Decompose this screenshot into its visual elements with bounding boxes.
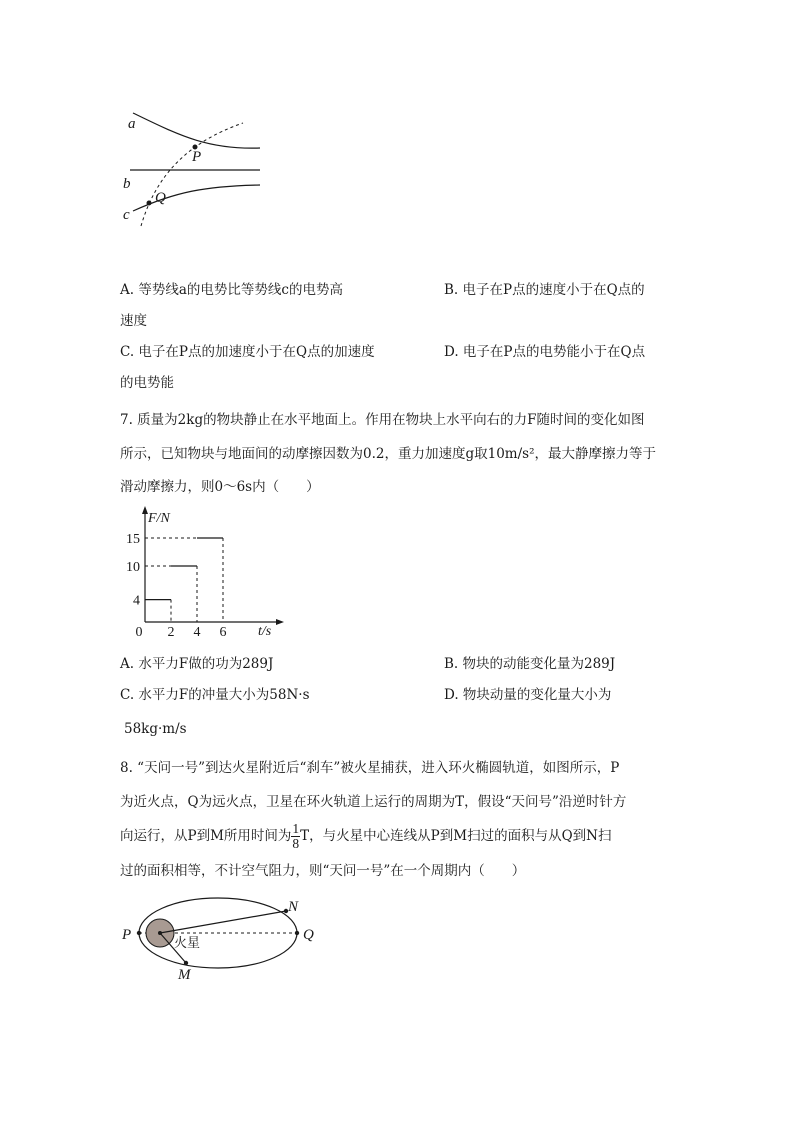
fraction-denominator: 8 — [292, 836, 300, 851]
q7-option-c: C. 水平力F的冲量大小为58N·s — [120, 687, 310, 703]
q7-stem-line1: 7. 质量为2kg的物块静止在水平地面上。作用在物块上水平向右的力F随时间的变化如图 — [120, 412, 645, 428]
q7-stem-line2: 所示，已知物块与地面间的动摩擦因数为0.2，重力加速度g取10m/s²，最大静摩擦力等于 — [120, 446, 656, 462]
q8-stem-line4: 过的面积相等，不计空气阻力，则“天问一号”在一个周期内（ ） — [120, 863, 526, 879]
q8-stem-line1: 8. “天问一号”到达火星附近后“刹车”被火星捕获，进入环火椭圆轨道，如图所示，P — [120, 760, 620, 776]
q7-option-d: D. 物块动量的变化量大小为 — [444, 687, 612, 703]
label-mars: 火星 — [174, 936, 201, 951]
fraction-numerator: 1 — [292, 821, 300, 836]
q6-option-d: D. 电子在P点的电势能小于在Q点 — [444, 344, 646, 360]
label-n-orbit: N — [288, 899, 299, 915]
orbit-figure — [118, 895, 328, 985]
label-q: Q — [155, 190, 166, 206]
fraction-one-eighth — [291, 822, 300, 851]
x-tick-label: 2 — [167, 625, 175, 640]
x-tick-label: 4 — [193, 625, 201, 640]
force-time-chart — [120, 502, 290, 642]
q7-option-a: A. 水平力F做的功为289J — [120, 656, 274, 672]
label-c: c — [123, 207, 130, 223]
q6-option-b-cont: 速度 — [120, 313, 147, 329]
line-to-n — [160, 911, 286, 933]
label-p: P — [192, 149, 202, 165]
x-axis-arrow — [276, 619, 284, 625]
equipotential-line-a — [133, 113, 260, 148]
q8-stem-line3 — [120, 816, 611, 856]
x-tick-label: 0 — [135, 625, 143, 640]
q7-option-d-cont: 58kg·m/s — [124, 721, 187, 737]
point-q — [147, 201, 152, 206]
equipotential-figure — [115, 108, 275, 233]
label-p-orbit: P — [122, 927, 132, 943]
q7-option-b: B. 物块的动能变化量为289J — [444, 656, 616, 672]
q6-option-c: C. 电子在P点的加速度小于在Q点的加速度 — [120, 344, 375, 360]
x-axis-label: t/s — [258, 624, 272, 639]
label-q-orbit: Q — [303, 927, 314, 943]
y-tick-label: 15 — [126, 532, 140, 547]
point-q-orbit — [295, 931, 299, 935]
q6-option-d-cont: 的电势能 — [120, 375, 174, 391]
y-tick-label: 4 — [133, 593, 140, 609]
q8-stem-line2: 为近火点，Q为远火点，卫星在环火轨道上运行的周期为T，假设“天问号”沿逆时针方 — [120, 794, 627, 810]
q8-line3-post: T，与火星中心连线从P到M扫过的面积与从Q到N扫 — [300, 828, 612, 844]
y-axis-label: F/N — [148, 511, 170, 526]
label-a: a — [128, 116, 136, 132]
q6-option-b: B. 电子在P点的速度小于在Q点的 — [444, 282, 645, 298]
point-m-orbit — [184, 961, 188, 965]
q6-option-a: A. 等势线a的电势比等势线c的电势高 — [120, 282, 343, 298]
label-m-orbit: M — [178, 967, 191, 983]
x-tick-label: 6 — [219, 625, 227, 640]
q7-stem-line3: 滑动摩擦力，则0～6s内（ ） — [120, 479, 320, 495]
point-p-orbit — [137, 931, 141, 935]
y-tick-label: 10 — [126, 560, 140, 575]
label-b: b — [123, 176, 131, 192]
q8-line3-pre: 向运行，从P到M所用时间为 — [120, 828, 292, 844]
